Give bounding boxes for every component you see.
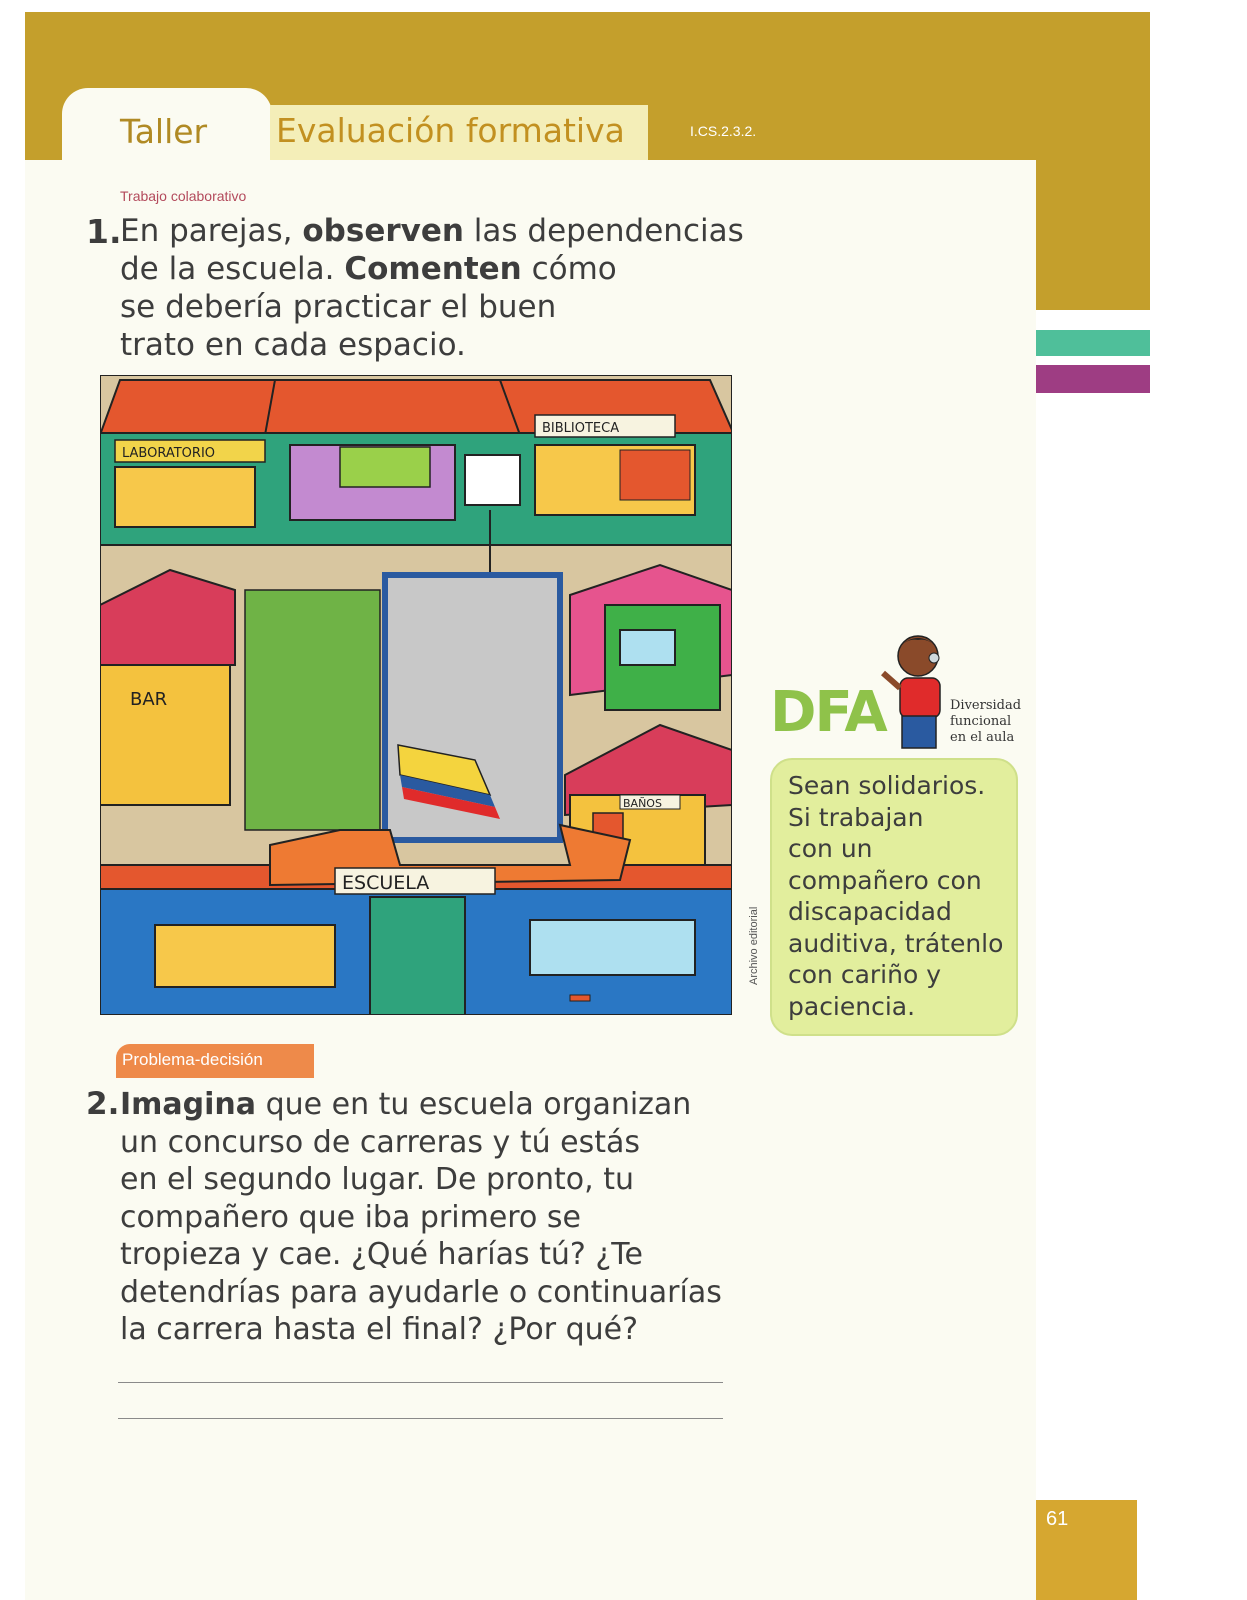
dfa-note-text: Sean solidarios. Si trabajan con un compañero con discapacidad auditiva, trátenlo con cariño y paciencia. <box>788 771 1004 1021</box>
answer-line-1[interactable] <box>118 1382 723 1383</box>
taller-label: Taller <box>120 112 208 151</box>
sign-laboratorio: LABORATORIO <box>122 446 216 461</box>
sign-bar: BAR <box>130 689 168 710</box>
question1-category: Trabajo colaborativo <box>120 188 247 204</box>
answer-line-2[interactable] <box>118 1418 723 1419</box>
side-green-stripe <box>1036 330 1150 356</box>
curriculum-code: I.CS.2.3.2. <box>690 123 757 139</box>
side-gold-block <box>1036 160 1150 310</box>
sign-biblioteca: BIBLIOTECA <box>542 421 620 436</box>
dfa-caption: Diversidad funcional en el aula <box>950 698 1022 745</box>
question1-text: En parejas, observen las dependencias de la escuela. Comenten cómo se debería practicar el buen trato en cada espacio. <box>120 213 744 363</box>
page-number: 61 <box>1036 1500 1137 1600</box>
section-title: Evaluación formativa <box>276 111 625 150</box>
child-illustration <box>868 628 958 758</box>
sign-banos: BAÑOS <box>623 797 662 810</box>
illustration-credit: Archivo editorial <box>748 906 760 985</box>
question1-number: 1. <box>86 212 122 251</box>
dfa-logo: DFA <box>770 680 886 745</box>
question2-number: 2. <box>86 1086 120 1122</box>
sign-escuela: ESCUELA <box>342 872 430 894</box>
question2-text: Imagina que en tu escuela organizan un concurso de carreras y tú estás en el segundo lugar. De pronto, tu compañero que iba primero se tropieza y cae. ¿Qué harías tú? ¿Te detendrías para ayudarle o continuarías la carrera hasta el final? ¿Por qué? <box>120 1087 722 1347</box>
question2-category: Problema-decisión <box>116 1044 314 1078</box>
side-purple-stripe <box>1036 365 1150 393</box>
school-illustration <box>100 375 732 1015</box>
